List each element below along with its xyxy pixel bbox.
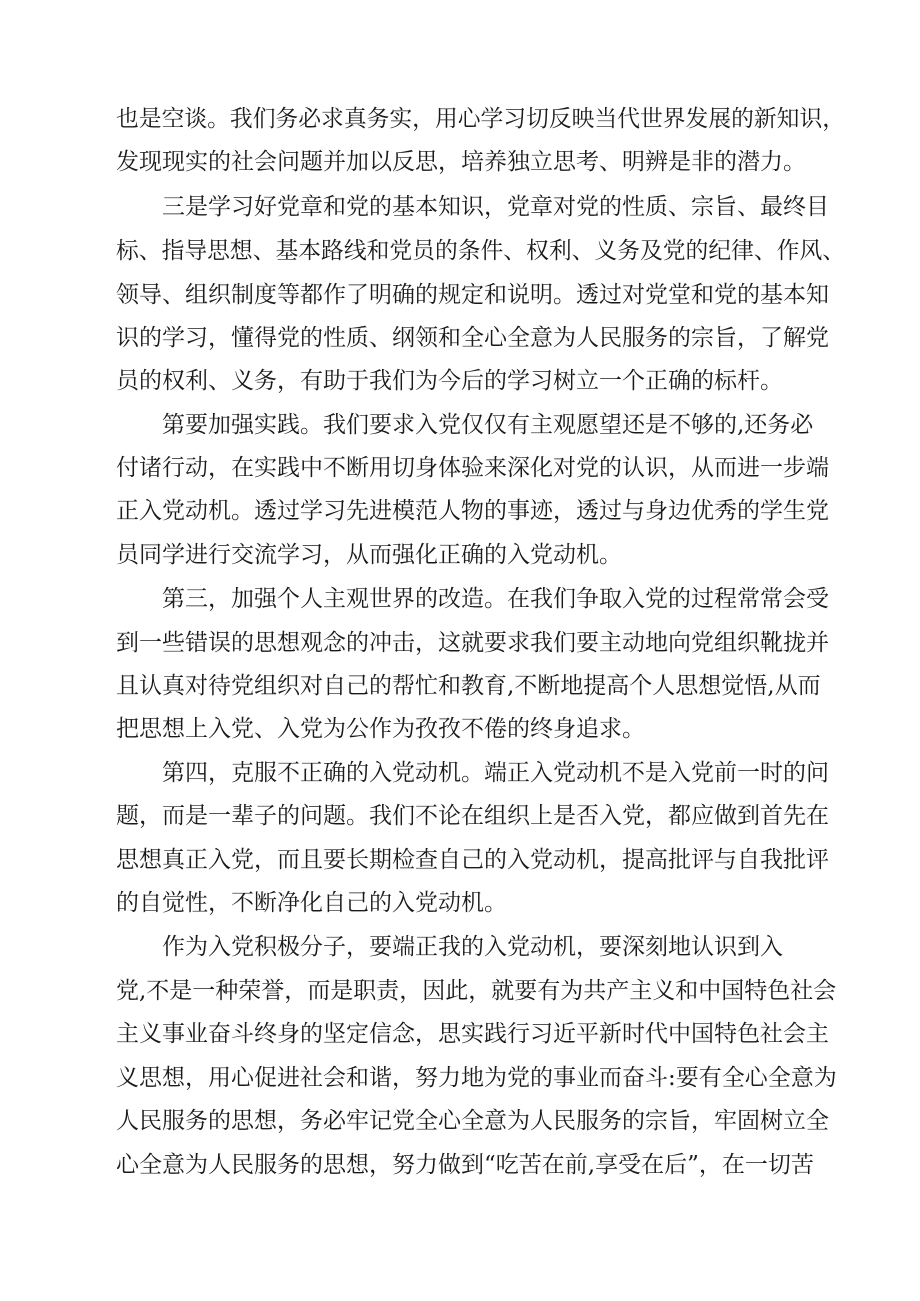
text-line: 第要加强实践。我们要求入党仅仅有主观愿望还是不够的,还务必: [162, 412, 814, 438]
text-line: 员的权利、义务，有助于我们为今后的学习树立一个正确的标杆。: [116, 368, 783, 394]
text-line: 义思想，用心促进社会和谐，努力地为党的事业而奋斗:要有全心全意为: [116, 1065, 837, 1091]
text-line: 的自觉性，不断净化自己的入党动机。: [116, 890, 507, 916]
text-line: 且认真对待党组织对自己的帮忙和教育,不断地提高个人思想觉悟,从而: [116, 673, 821, 699]
text-line: 人民服务的思想，务必牢记党全心全意为人民服务的宗旨，牢固树立全: [116, 1108, 829, 1134]
text-line: 发现现实的社会问题并加以反思，培养独立思考、明辨是非的潜力。: [116, 149, 806, 175]
text-line: 主义事业奋斗终身的坚定信念，思实践行习近平新时代中国特色社会主: [116, 1021, 829, 1047]
text-line: 第三，加强个人主观世界的改造。在我们争取入党的过程常常会受: [162, 586, 829, 612]
text-line: 题，而是一辈子的问题。我们不论在组织上是否入党，都应做到首先在: [116, 803, 829, 829]
text-line: 思想真正入党，而且要长期检查自己的入党动机，提高批评与自我批评: [116, 847, 829, 873]
text-line: 到一些错误的思想观念的冲击，这就要求我们要主动地向党组织靴拢并: [116, 630, 829, 656]
text-line: 作为入党积极分子，要端正我的入党动机，要深刻地认识到入: [162, 934, 783, 960]
text-line: 付诸行动，在实践中不断用切身体验来深化对党的认识，从而进一步端: [116, 455, 829, 481]
text-line: 三是学习好党章和党的基本知识，党章对党的性质、宗旨、最终目: [162, 194, 829, 220]
text-line: 党,不是一种荣誉，而是职责，因此，就要有为共产主义和中国特色社会: [116, 978, 837, 1004]
text-line: 正入党动机。透过学习先进模范人物的事迹，透过与身边优秀的学生党: [116, 498, 829, 524]
text-line: 把思想上入党、入党为公作为孜孜不倦的终身追求。: [116, 716, 645, 742]
text-line: 也是空谈。我们务必求真务实，用心学习切反映当代世界发展的新知识，: [116, 106, 845, 132]
text-line: 心全意为人民服务的思想，努力做到“吃苦在前,享受在后”，在一切苦: [116, 1152, 814, 1178]
text-line: 识的学习，懂得党的性质、纲领和全心全意为人民服务的宗旨，了解党: [116, 325, 829, 351]
text-line: 第四，克服不正确的入党动机。端正入党动机不是入党前一时的问: [162, 760, 829, 786]
text-line: 员同学进行交流学习，从而强化正确的入党动机。: [116, 542, 622, 568]
text-line: 领导、组织制度等都作了明确的规定和说明。透过对党堂和党的基本知: [116, 282, 829, 308]
text-line: 标、指导思想、基本路线和党员的条件、权利、义务及党的纪律、作风、: [116, 238, 845, 264]
